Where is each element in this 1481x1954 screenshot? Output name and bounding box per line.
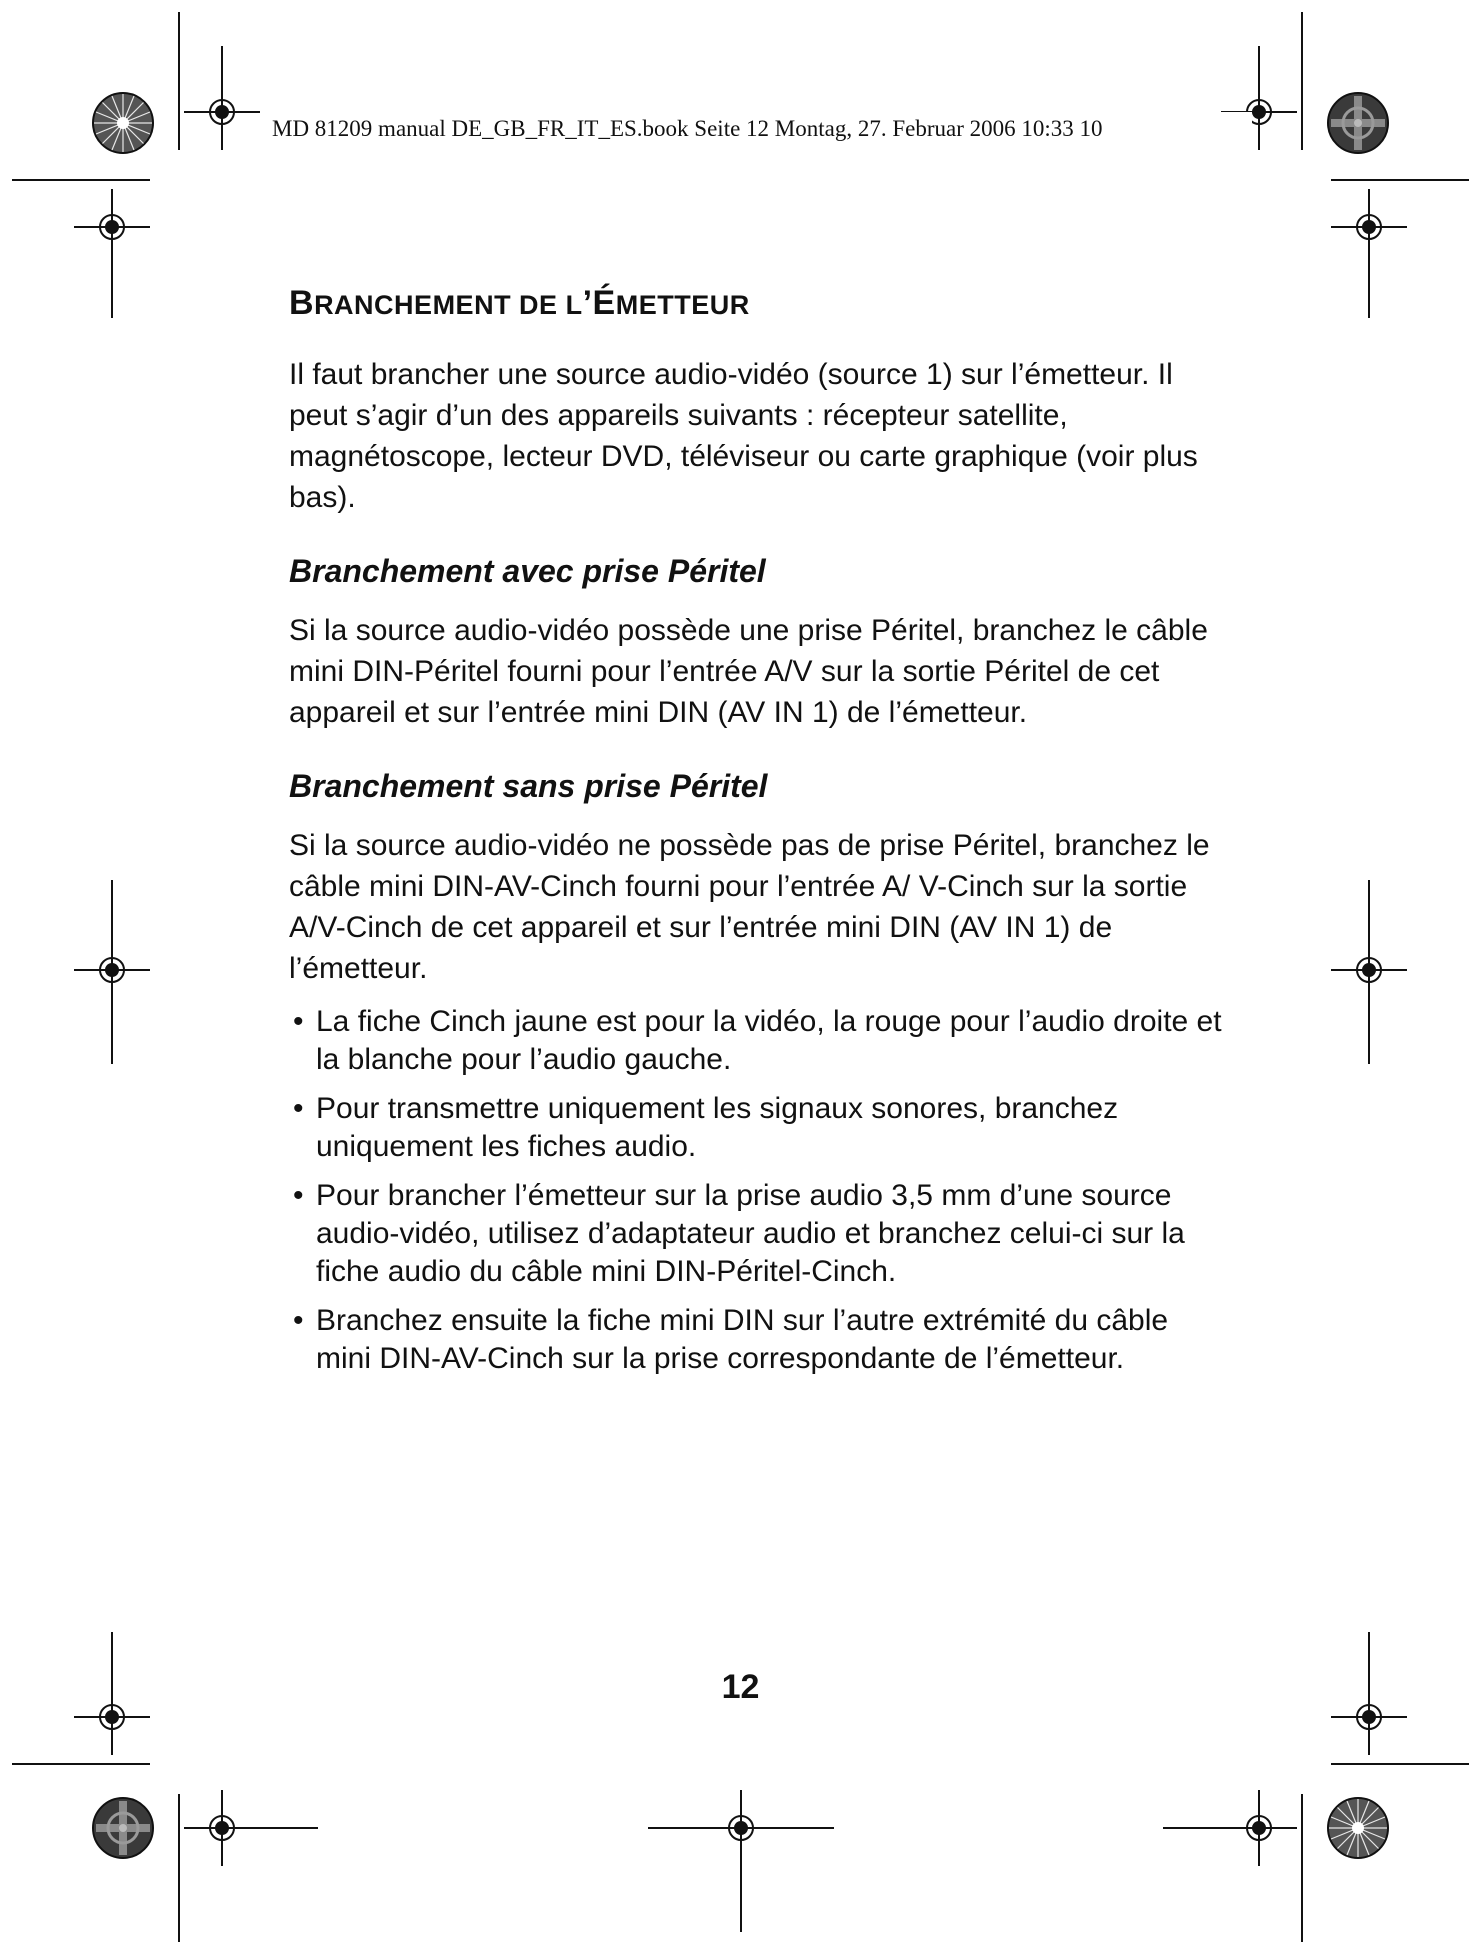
bullet-icon: • [293,1179,304,1212]
section-heading-without-scart: Branchement sans prise Péritel [289,768,768,804]
list-item-text: La fiche Cinch jaune est pour la vidéo, la rouge pour l’audio droite et la blanche pour l’audio gauche. [316,1005,1222,1076]
list-item-text: Pour transmettre uniquement les signaux sonores, branchez uniquement les fiches audio. [316,1092,1119,1163]
bullet-icon: • [293,1092,304,1125]
section-text-without-scart: Si la source audio-vidéo ne possède pas de prise Péritel, branchez le câble mini DIN-AV-Cinch fourni pour l’entrée A/ V-Cinch sur la sortie A/V-Cinch de cet appareil et sur l’entrée mini DIN (AV IN 1) de l’émetteur. [289,829,1210,985]
page-number: 12 [721,1668,760,1706]
print-slug: MD 81209 manual DE_GB_FR_IT_ES.book Seite 12 Montag, 27. Februar 2006 10:33 10 [268,112,1252,146]
title-smallcaps-1: RANCHEMENT DE L [314,290,583,320]
title-smallcaps-2: METTEUR [615,290,750,320]
list-item [289,1302,1229,1378]
bullet-icon: • [293,1304,304,1337]
section-heading-with-scart: Branchement avec prise Péritel [289,553,766,589]
title-apostrophe: ’ [582,284,593,322]
bullet-icon: • [293,1005,304,1038]
page-title [289,276,1229,332]
list-item [289,1003,1229,1079]
list-item [289,1177,1229,1291]
intro-paragraph: Il faut brancher une source audio-vidéo (source 1) sur l’émetteur. Il peut s’agir d’un des appareils suivants : récepteur satellite, magnétoscope, lecteur DVD, téléviseur ou carte graphique (voir plus bas). [289,358,1198,514]
title-initial-2: É [592,284,616,322]
list-item [289,1090,1229,1166]
list-item-text: Branchez ensuite la fiche mini DIN sur l’autre extrémité du câble mini DIN-AV-Cinch sur la prise correspondante de l’émetteur. [316,1304,1169,1375]
section-text-with-scart: Si la source audio-vidéo possède une prise Péritel, branchez le câble mini DIN-Péritel fourni pour l’entrée A/V sur la sortie Péritel de cet appareil et sur l’entrée mini DIN (AV IN 1) de l’émetteur. [289,614,1208,729]
page-content [289,276,1229,1389]
bullet-list [289,1003,1229,1378]
title-initial-1: B [289,284,315,322]
list-item-text: Pour brancher l’émetteur sur la prise audio 3,5 mm d’une source audio-vidéo, utilisez d’adaptateur audio et branchez celui-ci sur la fiche audio du câble mini DIN-Péritel-Cinch. [316,1179,1185,1288]
